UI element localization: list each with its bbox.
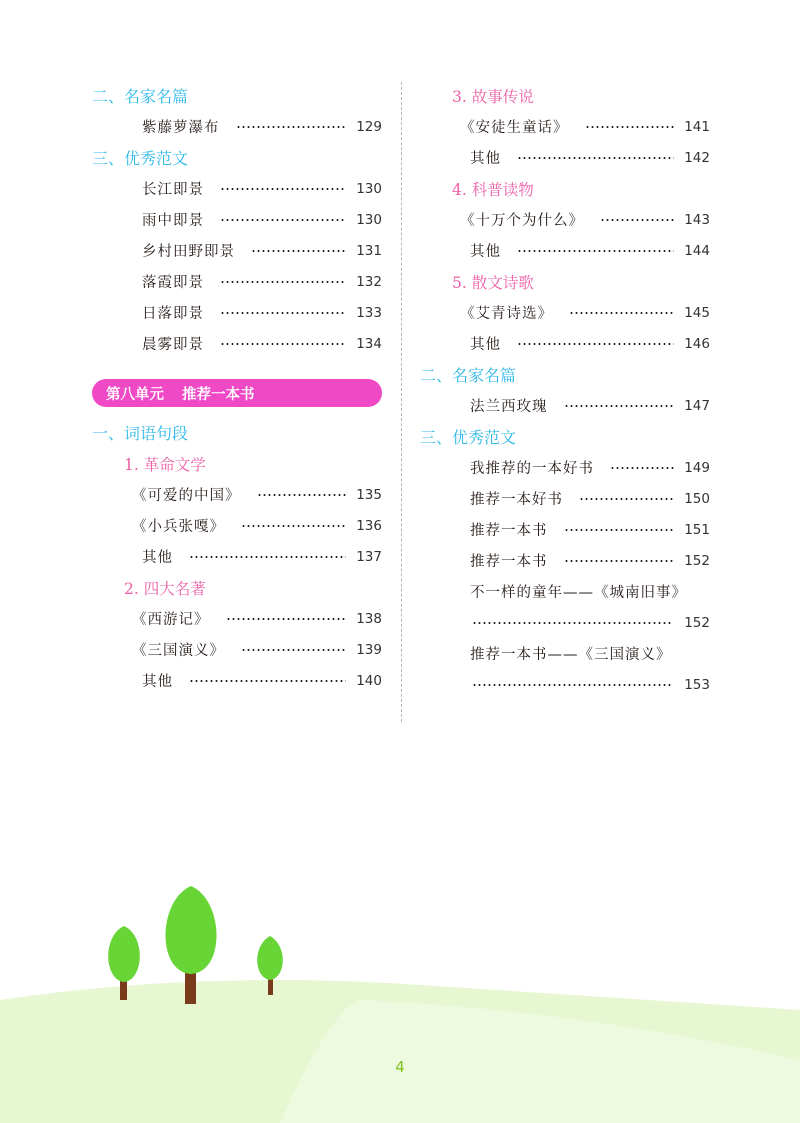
toc-entry-title: 我推荐的一本好书: [470, 461, 594, 477]
toc-entry-page: 129: [356, 118, 382, 135]
toc-entry[interactable]: [92, 634, 382, 665]
leader-dots: [564, 560, 675, 562]
toc-entry-title: 推荐一本书——《三国演义》: [470, 647, 672, 663]
toc-entry-title: 法兰西玫瑰: [470, 399, 548, 415]
toc-entry-title: 乡村田野即景: [142, 244, 235, 260]
toc-entry-page: 142: [684, 149, 710, 166]
toc-entry-page: 136: [356, 517, 382, 534]
toc-entry[interactable]: [92, 603, 382, 634]
toc-entry-page: 151: [684, 521, 710, 538]
leader-dots: [220, 219, 346, 221]
toc-entry-title: 其他: [142, 674, 173, 690]
toc-entry[interactable]: [420, 452, 710, 483]
sub-heading: 3. 故事传说: [452, 87, 534, 106]
leader-dots: [569, 312, 674, 314]
toc-entry-continuation[interactable]: [420, 607, 710, 638]
toc-entry-title: 日落即景: [142, 306, 204, 322]
toc-entry[interactable]: [92, 328, 382, 359]
toc-entry-title: 推荐一本书: [470, 523, 548, 539]
toc-entry-page: 149: [684, 459, 710, 476]
toc-entry-page: 133: [356, 304, 382, 321]
toc-entry-title: 其他: [142, 550, 173, 566]
toc-entry-page: 130: [356, 211, 382, 228]
leader-dots: [517, 157, 674, 159]
toc-entry-page: 152: [684, 614, 710, 631]
toc-entry-page: 144: [684, 242, 710, 259]
toc-entry-title: 推荐一本书: [470, 554, 548, 570]
toc-entry-title: 晨雾即景: [142, 337, 204, 353]
sub-heading: 2. 四大名著: [124, 579, 206, 598]
toc-entry-title: 其他: [470, 151, 501, 167]
leader-dots: [257, 494, 347, 496]
unit-banner: [92, 379, 382, 407]
toc-entry-page: 132: [356, 273, 382, 290]
toc-entry[interactable]: [420, 328, 710, 359]
column-divider: [401, 82, 402, 722]
toc-entry[interactable]: [92, 204, 382, 235]
section-heading: 二、名家名篇: [92, 87, 189, 106]
toc-entry[interactable]: [92, 111, 382, 142]
leader-dots: [585, 126, 675, 128]
toc-entry-page: 143: [684, 211, 710, 228]
leader-dots: [472, 684, 672, 686]
leader-dots: [610, 467, 674, 469]
toc-entry-page: 153: [684, 676, 710, 693]
toc-entry-title: 《安徒生童话》: [460, 120, 569, 136]
leader-dots: [220, 343, 346, 345]
toc-entry-title: 《可爱的中国》: [132, 488, 241, 504]
toc-entry-continuation[interactable]: [420, 669, 710, 700]
leader-dots: [517, 343, 674, 345]
section-heading: 三、优秀范文: [420, 428, 517, 447]
section-heading: 三、优秀范文: [92, 149, 189, 168]
landscape-illustration: [0, 860, 800, 1123]
section-heading: 二、名家名篇: [420, 366, 517, 385]
toc-entry-page: 150: [684, 490, 710, 507]
toc-entry[interactable]: [420, 111, 710, 142]
toc-entry-title: 其他: [470, 337, 501, 353]
toc-entry-title: 推荐一本好书: [470, 492, 563, 508]
toc-entry[interactable]: [92, 510, 382, 541]
toc-entry[interactable]: [420, 514, 710, 545]
toc-entry-page: 141: [684, 118, 710, 135]
sub-heading: 5. 散文诗歌: [452, 273, 534, 292]
toc-entry[interactable]: [92, 266, 382, 297]
leader-dots: [241, 525, 346, 527]
toc-entry-long-title[interactable]: [420, 576, 710, 607]
leader-dots: [220, 312, 346, 314]
toc-entry-page: 152: [684, 552, 710, 569]
toc-entry-title: 《艾青诗选》: [460, 306, 553, 322]
toc-left-column: [92, 80, 382, 696]
toc-entry[interactable]: [92, 297, 382, 328]
toc-entry[interactable]: [92, 235, 382, 266]
page-number: 4: [395, 1058, 405, 1076]
leader-dots: [564, 529, 675, 531]
toc-entry-page: 147: [684, 397, 710, 414]
toc-entry-page: 140: [356, 672, 382, 689]
toc-entry-title: 其他: [470, 244, 501, 260]
toc-entry-title: 《三国演义》: [132, 643, 225, 659]
sub-heading: 4. 科普读物: [452, 180, 534, 199]
toc-entry-page: 146: [684, 335, 710, 352]
sub-heading: 1. 革命文学: [124, 455, 206, 474]
toc-right-column: [420, 80, 710, 700]
leader-dots: [517, 250, 674, 252]
toc-entry[interactable]: [92, 479, 382, 510]
toc-entry-page: 137: [356, 548, 382, 565]
leader-dots: [189, 680, 346, 682]
toc-entry[interactable]: [92, 173, 382, 204]
toc-entry-page: 139: [356, 641, 382, 658]
leader-dots: [220, 188, 346, 190]
leader-dots: [241, 649, 346, 651]
leader-dots: [600, 219, 674, 221]
toc-entry[interactable]: [420, 235, 710, 266]
toc-entry-page: 131: [356, 242, 382, 259]
toc-entry-title: 《十万个为什么》: [460, 213, 584, 229]
toc-entry[interactable]: [92, 541, 382, 572]
toc-entry[interactable]: [420, 390, 710, 421]
toc-entry-long-title[interactable]: [420, 638, 710, 669]
toc-entry[interactable]: [420, 142, 710, 173]
toc-entry-page: 130: [356, 180, 382, 197]
toc-entry[interactable]: [420, 545, 710, 576]
leader-dots: [564, 405, 675, 407]
leader-dots: [579, 498, 674, 500]
toc-entry-title: 不一样的童年——《城南旧事》: [470, 585, 687, 601]
unit-banner-unit: 第八单元: [106, 386, 164, 403]
leader-dots: [189, 556, 346, 558]
toc-entry[interactable]: [420, 297, 710, 328]
toc-entry-title: 雨中即景: [142, 213, 204, 229]
toc-entry-title: 紫藤萝瀑布: [142, 120, 220, 136]
leader-dots: [251, 250, 346, 252]
leader-dots: [220, 281, 346, 283]
toc-entry-title: 落霞即景: [142, 275, 204, 291]
toc-entry-title: 《小兵张嘎》: [132, 519, 225, 535]
toc-entry-title: 《西游记》: [132, 612, 210, 628]
leader-dots: [226, 618, 347, 620]
toc-entry-page: 145: [684, 304, 710, 321]
toc-entry-page: 135: [356, 486, 382, 503]
leader-dots: [236, 126, 347, 128]
toc-entry-title: 长江即景: [142, 182, 204, 198]
toc-entry-page: 134: [356, 335, 382, 352]
toc-entry[interactable]: [420, 483, 710, 514]
leader-dots: [472, 622, 672, 624]
toc-entry[interactable]: [420, 204, 710, 235]
unit-banner-topic: 推荐一本书: [182, 386, 255, 403]
section-heading: 一、词语句段: [92, 424, 189, 443]
toc-entry[interactable]: [92, 665, 382, 696]
toc-entry-page: 138: [356, 610, 382, 627]
